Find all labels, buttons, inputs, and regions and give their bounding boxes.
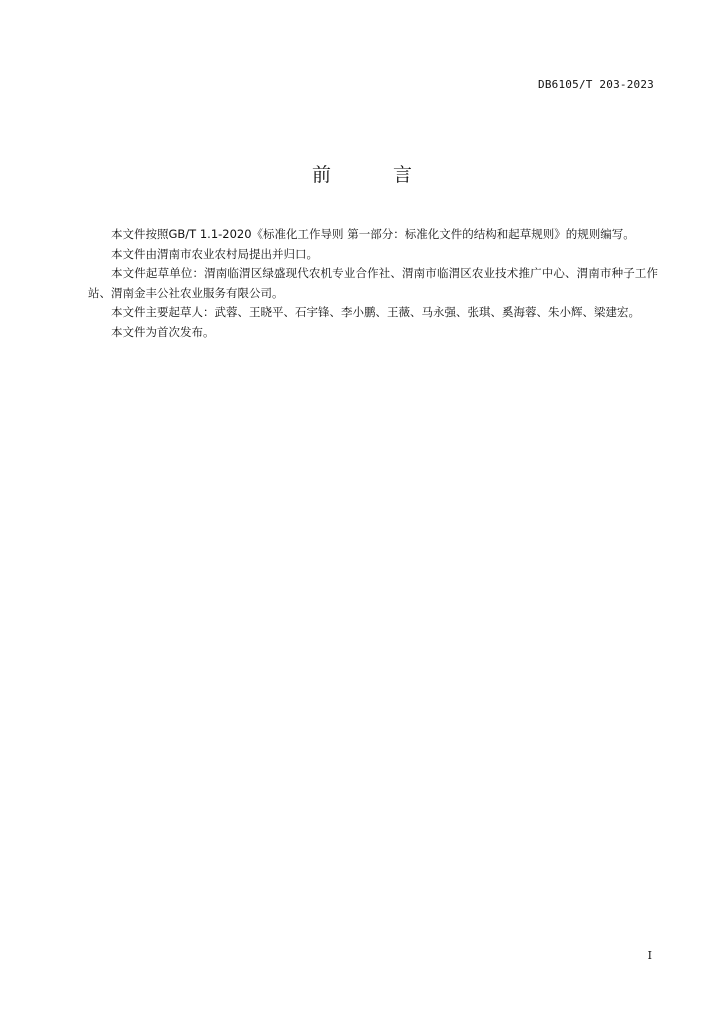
page-title: 前 言 (311, 164, 441, 186)
page-number: I (647, 949, 652, 962)
foreword-body (88, 225, 658, 342)
paragraph-drafting-units: 本文件起草单位：渭南临渭区绿盛现代农机专业合作社、渭南市临渭区农业技术推广中心、渭南市种子工作站、渭南金丰公社农业服务有限公司。 (88, 266, 658, 300)
paragraph-proposer: 本文件由渭南市农业农村局提出并归口。 (111, 246, 318, 261)
document-code: DB6105/T 203-2023 (538, 78, 654, 91)
paragraph-drafting-rules: 本文件按照GB/T 1.1-2020《标准化工作导则 第一部分：标准化文件的结构和起草规则》的规则编写。 (111, 227, 635, 241)
paragraph-drafters: 本文件主要起草人：武蓉、王晓平、石宇锋、李小鹏、王薇、马永强、张琪、奚海蓉、朱小辉、梁建宏。 (111, 305, 640, 319)
paragraph-release: 本文件为首次发布。 (111, 324, 215, 339)
